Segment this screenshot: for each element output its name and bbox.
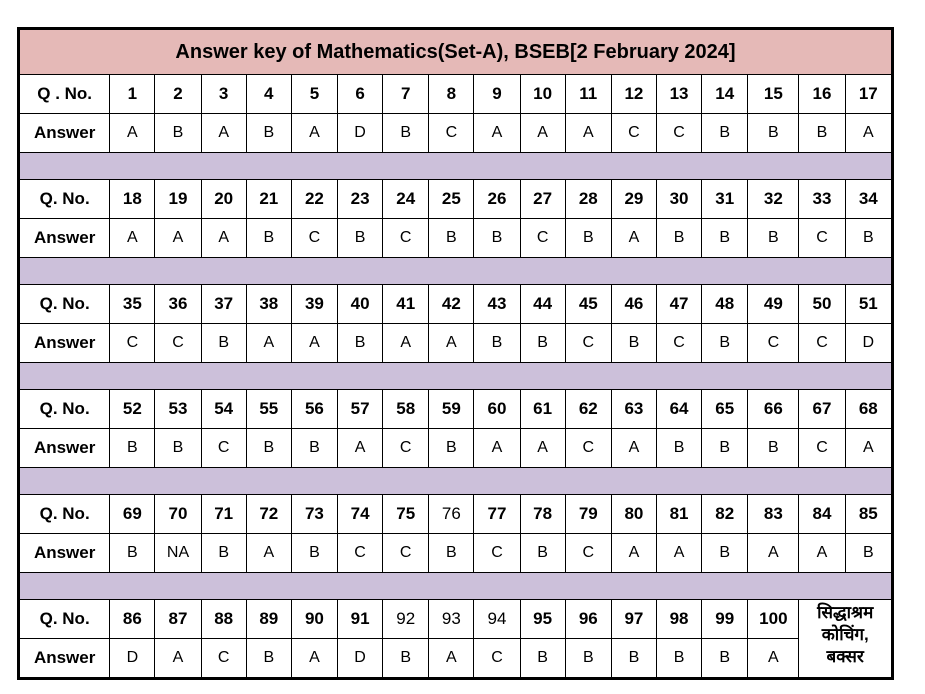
answer-cell: B: [748, 114, 799, 153]
answer-cell: A: [656, 534, 701, 573]
answer-cell: C: [565, 534, 611, 573]
answer-cell: A: [748, 639, 799, 679]
question-number-cell: 44: [520, 285, 565, 324]
separator-cell: [19, 468, 893, 495]
answer-cell: B: [611, 639, 656, 679]
separator-cell: [19, 258, 893, 285]
answer-cell: C: [474, 639, 520, 679]
question-number-cell: 93: [429, 600, 474, 639]
answer-cell: B: [656, 639, 701, 679]
answer-cell: B: [702, 429, 748, 468]
question-number-cell: 99: [702, 600, 748, 639]
answer-cell: C: [565, 429, 611, 468]
answer-cell: NA: [155, 534, 201, 573]
answer-cell: A: [383, 324, 429, 363]
question-number-cell: 25: [429, 180, 474, 219]
question-number-cell: 79: [565, 495, 611, 534]
question-number-cell: 100: [748, 600, 799, 639]
answer-cell: B: [291, 429, 337, 468]
question-number-cell: 27: [520, 180, 565, 219]
question-number-cell: 97: [611, 600, 656, 639]
answer-cell: D: [338, 114, 383, 153]
question-number-cell: 19: [155, 180, 201, 219]
question-number-cell: 58: [383, 390, 429, 429]
answer-row: [19, 114, 893, 153]
question-number-cell: 41: [383, 285, 429, 324]
answer-cell: B: [155, 114, 201, 153]
answer-cell: B: [429, 219, 474, 258]
question-number-cell: 72: [246, 495, 291, 534]
question-number-cell: 62: [565, 390, 611, 429]
answer-key-table: [17, 27, 894, 680]
question-number-cell: 21: [246, 180, 291, 219]
answer-row: [19, 429, 893, 468]
question-number-cell: 45: [565, 285, 611, 324]
question-number-cell: 78: [520, 495, 565, 534]
question-number-row: [19, 180, 893, 219]
question-number-cell: 71: [201, 495, 246, 534]
question-number-cell: 6: [338, 75, 383, 114]
answer-cell: A: [429, 324, 474, 363]
question-number-cell: 63: [611, 390, 656, 429]
question-number-cell: 83: [748, 495, 799, 534]
answer-cell: A: [291, 114, 337, 153]
question-number-cell: 3: [201, 75, 246, 114]
answer-cell: C: [799, 429, 845, 468]
question-number-cell: 13: [656, 75, 701, 114]
question-number-cell: 14: [702, 75, 748, 114]
question-number-cell: 52: [110, 390, 155, 429]
answer-cell: B: [702, 324, 748, 363]
separator-row: [19, 468, 893, 495]
answer-cell: B: [656, 219, 701, 258]
question-number-row: [19, 495, 893, 534]
answer-cell: C: [565, 324, 611, 363]
answer-label: Answer: [19, 114, 110, 153]
question-number-cell: 86: [110, 600, 155, 639]
question-number-cell: 66: [748, 390, 799, 429]
question-number-cell: 20: [201, 180, 246, 219]
question-number-cell: 75: [383, 495, 429, 534]
answer-cell: C: [748, 324, 799, 363]
question-number-cell: 4: [246, 75, 291, 114]
answer-cell: A: [845, 114, 892, 153]
answer-cell: C: [338, 534, 383, 573]
question-number-cell: 16: [799, 75, 845, 114]
answer-cell: B: [565, 639, 611, 679]
question-number-cell: 81: [656, 495, 701, 534]
answer-cell: B: [110, 534, 155, 573]
question-number-cell: 23: [338, 180, 383, 219]
question-number-cell: 53: [155, 390, 201, 429]
question-number-cell: 94: [474, 600, 520, 639]
answer-cell: B: [155, 429, 201, 468]
question-number-row: [19, 75, 893, 114]
answer-cell: B: [845, 219, 892, 258]
answer-cell: B: [474, 324, 520, 363]
answer-cell: A: [611, 429, 656, 468]
answer-cell: B: [338, 324, 383, 363]
question-number-cell: 89: [246, 600, 291, 639]
question-number-cell: 46: [611, 285, 656, 324]
question-number-cell: 8: [429, 75, 474, 114]
answer-cell: B: [565, 219, 611, 258]
answer-cell: B: [611, 324, 656, 363]
answer-cell: A: [155, 639, 201, 679]
question-number-cell: 98: [656, 600, 701, 639]
answer-cell: B: [110, 429, 155, 468]
answer-cell: A: [201, 114, 246, 153]
question-number-cell: 28: [565, 180, 611, 219]
brand-line: सिद्धाश्रम: [817, 603, 874, 622]
separator-row: [19, 363, 893, 390]
separator-cell: [19, 363, 893, 390]
answer-cell: D: [338, 639, 383, 679]
answer-cell: A: [520, 114, 565, 153]
question-number-cell: 42: [429, 285, 474, 324]
answer-cell: B: [845, 534, 892, 573]
question-number-cell: 74: [338, 495, 383, 534]
answer-cell: A: [246, 324, 291, 363]
answer-cell: A: [429, 639, 474, 679]
question-number-row: [19, 390, 893, 429]
question-number-cell: 69: [110, 495, 155, 534]
answer-cell: B: [702, 639, 748, 679]
question-number-row: [19, 285, 893, 324]
question-number-cell: 48: [702, 285, 748, 324]
answer-cell: A: [474, 114, 520, 153]
question-number-cell: 95: [520, 600, 565, 639]
separator-row: [19, 258, 893, 285]
question-number-cell: 90: [291, 600, 337, 639]
answer-label: Answer: [19, 639, 110, 679]
qno-label: Q . No.: [19, 75, 110, 114]
separator-row: [19, 153, 893, 180]
answer-cell: B: [429, 534, 474, 573]
question-number-cell: 51: [845, 285, 892, 324]
answer-cell: C: [291, 219, 337, 258]
question-number-cell: 68: [845, 390, 892, 429]
answer-label: Answer: [19, 534, 110, 573]
question-number-cell: 49: [748, 285, 799, 324]
question-number-cell: 38: [246, 285, 291, 324]
question-number-cell: 37: [201, 285, 246, 324]
question-number-cell: 2: [155, 75, 201, 114]
question-number-row: [19, 600, 893, 639]
question-number-cell: 47: [656, 285, 701, 324]
question-number-cell: 65: [702, 390, 748, 429]
question-number-cell: 76: [429, 495, 474, 534]
answer-cell: D: [845, 324, 892, 363]
question-number-cell: 5: [291, 75, 337, 114]
question-number-cell: 91: [338, 600, 383, 639]
question-number-cell: 80: [611, 495, 656, 534]
answer-cell: B: [383, 114, 429, 153]
question-number-cell: 77: [474, 495, 520, 534]
answer-cell: C: [474, 534, 520, 573]
question-number-cell: 36: [155, 285, 201, 324]
question-number-cell: 96: [565, 600, 611, 639]
question-number-cell: 29: [611, 180, 656, 219]
answer-cell: C: [799, 324, 845, 363]
question-number-cell: 67: [799, 390, 845, 429]
question-number-cell: 43: [474, 285, 520, 324]
answer-cell: B: [520, 639, 565, 679]
answer-cell: B: [383, 639, 429, 679]
question-number-cell: 24: [383, 180, 429, 219]
question-number-cell: 39: [291, 285, 337, 324]
brand-line: बक्सर: [826, 647, 864, 666]
answer-cell: B: [474, 219, 520, 258]
answer-cell: B: [520, 534, 565, 573]
answer-label: Answer: [19, 219, 110, 258]
brand-line: कोचिंग,: [821, 625, 869, 644]
answer-cell: B: [429, 429, 474, 468]
answer-row: [19, 534, 893, 573]
answer-cell: C: [656, 324, 701, 363]
answer-cell: B: [702, 219, 748, 258]
answer-cell: A: [201, 219, 246, 258]
question-number-cell: 34: [845, 180, 892, 219]
answer-cell: A: [474, 429, 520, 468]
question-number-cell: 64: [656, 390, 701, 429]
answer-row: [19, 324, 893, 363]
answer-cell: B: [246, 429, 291, 468]
question-number-cell: 57: [338, 390, 383, 429]
question-number-cell: 17: [845, 75, 892, 114]
answer-row: [19, 639, 893, 679]
answer-cell: C: [520, 219, 565, 258]
question-number-cell: 92: [383, 600, 429, 639]
qno-label: Q. No.: [19, 390, 110, 429]
separator-cell: [19, 153, 893, 180]
question-number-cell: 55: [246, 390, 291, 429]
qno-label: Q. No.: [19, 495, 110, 534]
answer-cell: C: [110, 324, 155, 363]
question-number-cell: 50: [799, 285, 845, 324]
answer-cell: C: [383, 534, 429, 573]
answer-cell: B: [748, 219, 799, 258]
question-number-cell: 40: [338, 285, 383, 324]
answer-cell: A: [291, 324, 337, 363]
answer-cell: C: [611, 114, 656, 153]
question-number-cell: 70: [155, 495, 201, 534]
answer-cell: A: [338, 429, 383, 468]
qno-label: Q. No.: [19, 285, 110, 324]
answer-cell: A: [246, 534, 291, 573]
answer-cell: B: [702, 534, 748, 573]
answer-cell: B: [246, 639, 291, 679]
separator-row: [19, 573, 893, 600]
question-number-cell: 88: [201, 600, 246, 639]
question-number-cell: 31: [702, 180, 748, 219]
question-number-cell: 82: [702, 495, 748, 534]
question-number-cell: 11: [565, 75, 611, 114]
answer-cell: A: [799, 534, 845, 573]
question-number-cell: 18: [110, 180, 155, 219]
answer-cell: B: [246, 114, 291, 153]
question-number-cell: 33: [799, 180, 845, 219]
answer-cell: B: [246, 219, 291, 258]
question-number-cell: 32: [748, 180, 799, 219]
answer-cell: B: [201, 324, 246, 363]
answer-cell: C: [429, 114, 474, 153]
answer-cell: C: [799, 219, 845, 258]
answer-cell: D: [110, 639, 155, 679]
question-number-cell: 61: [520, 390, 565, 429]
answer-cell: B: [338, 219, 383, 258]
answer-cell: A: [611, 534, 656, 573]
answer-cell: A: [110, 114, 155, 153]
table-title: Answer key of Mathematics(Set-A), BSEB[2 February 2024]: [19, 29, 893, 75]
answer-cell: A: [155, 219, 201, 258]
answer-cell: B: [656, 429, 701, 468]
question-number-cell: 12: [611, 75, 656, 114]
answer-cell: A: [611, 219, 656, 258]
question-number-cell: 7: [383, 75, 429, 114]
question-number-cell: 60: [474, 390, 520, 429]
answer-cell: B: [291, 534, 337, 573]
question-number-cell: 10: [520, 75, 565, 114]
question-number-cell: 56: [291, 390, 337, 429]
question-number-cell: 15: [748, 75, 799, 114]
answer-cell: C: [201, 429, 246, 468]
question-number-cell: 1: [110, 75, 155, 114]
answer-cell: C: [656, 114, 701, 153]
answer-cell: A: [748, 534, 799, 573]
question-number-cell: 59: [429, 390, 474, 429]
answer-cell: A: [520, 429, 565, 468]
question-number-cell: 30: [656, 180, 701, 219]
answer-cell: B: [201, 534, 246, 573]
question-number-cell: 9: [474, 75, 520, 114]
answer-cell: B: [702, 114, 748, 153]
answer-label: Answer: [19, 429, 110, 468]
answer-row: [19, 219, 893, 258]
answer-cell: C: [383, 429, 429, 468]
answer-cell: B: [748, 429, 799, 468]
answer-cell: B: [520, 324, 565, 363]
question-number-cell: 84: [799, 495, 845, 534]
question-number-cell: 22: [291, 180, 337, 219]
answer-cell: C: [155, 324, 201, 363]
answer-label: Answer: [19, 324, 110, 363]
answer-cell: C: [201, 639, 246, 679]
question-number-cell: 87: [155, 600, 201, 639]
qno-label: Q. No.: [19, 600, 110, 639]
coaching-brand: [799, 600, 893, 679]
answer-cell: A: [565, 114, 611, 153]
question-number-cell: 85: [845, 495, 892, 534]
separator-cell: [19, 573, 893, 600]
answer-cell: A: [845, 429, 892, 468]
qno-label: Q. No.: [19, 180, 110, 219]
answer-cell: B: [799, 114, 845, 153]
question-number-cell: 26: [474, 180, 520, 219]
question-number-cell: 73: [291, 495, 337, 534]
answer-cell: A: [291, 639, 337, 679]
answer-cell: C: [383, 219, 429, 258]
question-number-cell: 35: [110, 285, 155, 324]
question-number-cell: 54: [201, 390, 246, 429]
answer-cell: A: [110, 219, 155, 258]
